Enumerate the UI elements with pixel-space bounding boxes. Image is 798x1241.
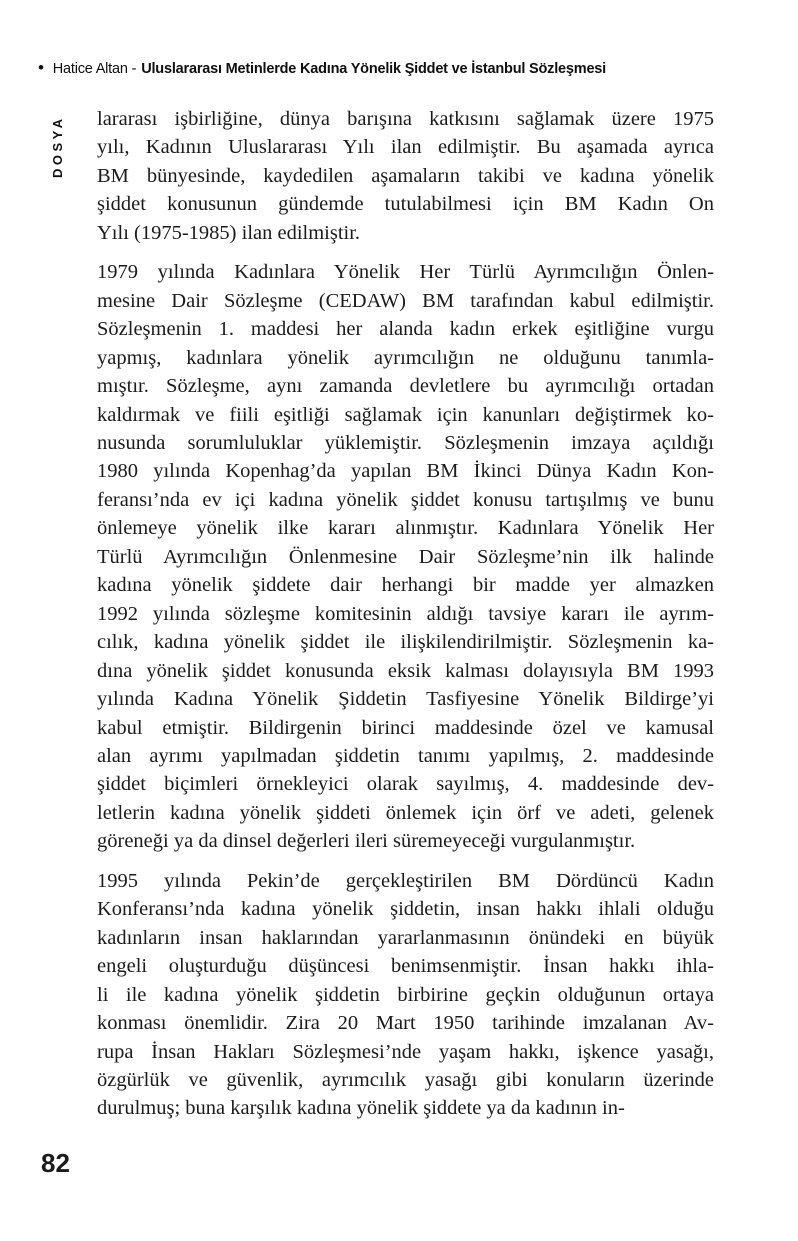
body-text <box>97 105 714 1134</box>
text-line: rupa İnsan Hakları Sözleşmesi’nde yaşam hakkı, işkence yasağı, <box>97 1040 714 1063</box>
text-line: Sözleşmenin 1. maddesi her alanda kadın erkek eşitliğine vurgu <box>97 318 714 341</box>
text-line: mıştır. Sözleşme, aynı zamanda devletlere bu ayrımcılığı ortadan <box>97 375 714 398</box>
text-line: cılık, kadına yönelik şiddet ile ilişkilendirilmiştir. Sözleşmenin ka- <box>97 631 714 654</box>
text-line: feransı’nda ev içi kadına yönelik şiddet konusu tartışılmış ve bunu <box>97 488 714 511</box>
text-line: 1980 yılında Kopenhag’da yapılan BM İkinci Dünya Kadın Kon- <box>97 460 714 483</box>
text-line: 1995 yılında Pekin’de gerçekleştirilen BM Dördüncü Kadın <box>97 869 714 892</box>
header-title: Uluslararası Metinlerde Kadına Yönelik Şiddet ve İstanbul Sözleşmesi <box>141 60 606 77</box>
bullet-icon: • <box>38 58 44 77</box>
text-line: yılı, Kadının Uluslararası Yılı ilan edilmiştir. Bu aşamada ayrıca <box>97 136 714 159</box>
text-line: 1992 yılında sözleşme komitesinin aldığı tavsiye kararı ile ayrım- <box>97 602 714 625</box>
text-line: BM bünyesinde, kaydedilen aşamaların takibi ve kadına yönelik <box>97 164 714 187</box>
paragraph <box>97 867 714 1123</box>
text-line: göreneği ya da dinsel değerleri ileri süremeyeceği vurgulanmıştır. <box>97 830 636 853</box>
text-line: yapmış, kadınlara yönelik ayrımcılığın ne olduğunu tanımla- <box>97 346 714 369</box>
text-line: şiddet biçimleri örnekleyici olarak sayılmış, 4. maddesinde dev- <box>97 773 714 796</box>
text-line: letlerin kadına yönelik şiddeti önlemek için örf ve adeti, gelenek <box>97 801 714 824</box>
text-line: şiddet konusunun gündemde tutulabilmesi için BM Kadın On <box>97 193 714 216</box>
text-line: yılında Kadına Yönelik Şiddetin Tasfiyesine Yönelik Bildirge’yi <box>97 688 714 711</box>
header-author: Hatice Altan - <box>52 60 137 77</box>
text-line: 1979 yılında Kadınlara Yönelik Her Türlü Ayrımcılığın Önlen- <box>97 261 714 284</box>
page-number: 82 <box>41 1148 70 1178</box>
text-line: lararası işbirliğine, dünya barışına katkısını sağlamak üzere 1975 <box>97 108 714 130</box>
text-line: kaldırmak ve fiili eşitliği sağlamak için kanunları değiştirmek ko- <box>97 403 714 426</box>
page-header <box>38 60 758 77</box>
text-line: nusunda sorumluluklar yüklemiştir. Sözleşmenin imzaya açıldığı <box>97 431 714 454</box>
text-line: Konferansı’nda kadına yönelik şiddetin, insan hakkı ihlali olduğu <box>97 898 714 921</box>
text-line: alan ayrımı yapılmadan şiddetin tanımı yapılmış, 2. maddesinde <box>97 744 714 767</box>
text-line: Türlü Ayrımcılığın Önlenmesine Dair Sözleşme’nin ilk halinde <box>97 545 714 568</box>
text-line: konması önemlidir. Zira 20 Mart 1950 tarihinde imzalanan Av- <box>97 1012 714 1035</box>
text-line: li ile kadına yönelik şiddetin birbirine geçkin olduğunun ortaya <box>97 983 714 1006</box>
paragraph <box>97 258 714 856</box>
text-line: dına yönelik şiddet konusunda eksik kalması dolayısıyla BM 1993 <box>97 659 714 682</box>
text-line: özgürlük ve güvenlik, ayrımcılık yasağı gibi konuların üzerinde <box>97 1068 714 1091</box>
paragraph <box>97 105 714 247</box>
text-line: kadınların insan haklarından yararlanmasının önündeki en büyük <box>97 926 714 949</box>
text-line: durulmuş; buna karşılık kadına yönelik şiddete ya da kadının in- <box>97 1097 625 1120</box>
section-label-dosya: DOSYA <box>50 115 65 178</box>
text-line: Yılı (1975-1985) ilan edilmiştir. <box>97 221 361 244</box>
text-line: kadına yönelik şiddete dair herhangi bir madde yer almazken <box>97 574 714 597</box>
text-line: engeli oluşturduğu düşüncesi benimsenmiştir. İnsan hakkı ihla- <box>97 955 714 978</box>
text-line: önlemeye yönelik ilke kararı alınmıştır. Kadınlara Yönelik Her <box>97 517 714 540</box>
text-line: mesine Dair Sözleşme (CEDAW) BM tarafından kabul edilmiştir. <box>97 289 714 312</box>
text-line: kabul etmiştir. Bildirgenin birinci maddesinde özel ve kamusal <box>97 716 714 739</box>
